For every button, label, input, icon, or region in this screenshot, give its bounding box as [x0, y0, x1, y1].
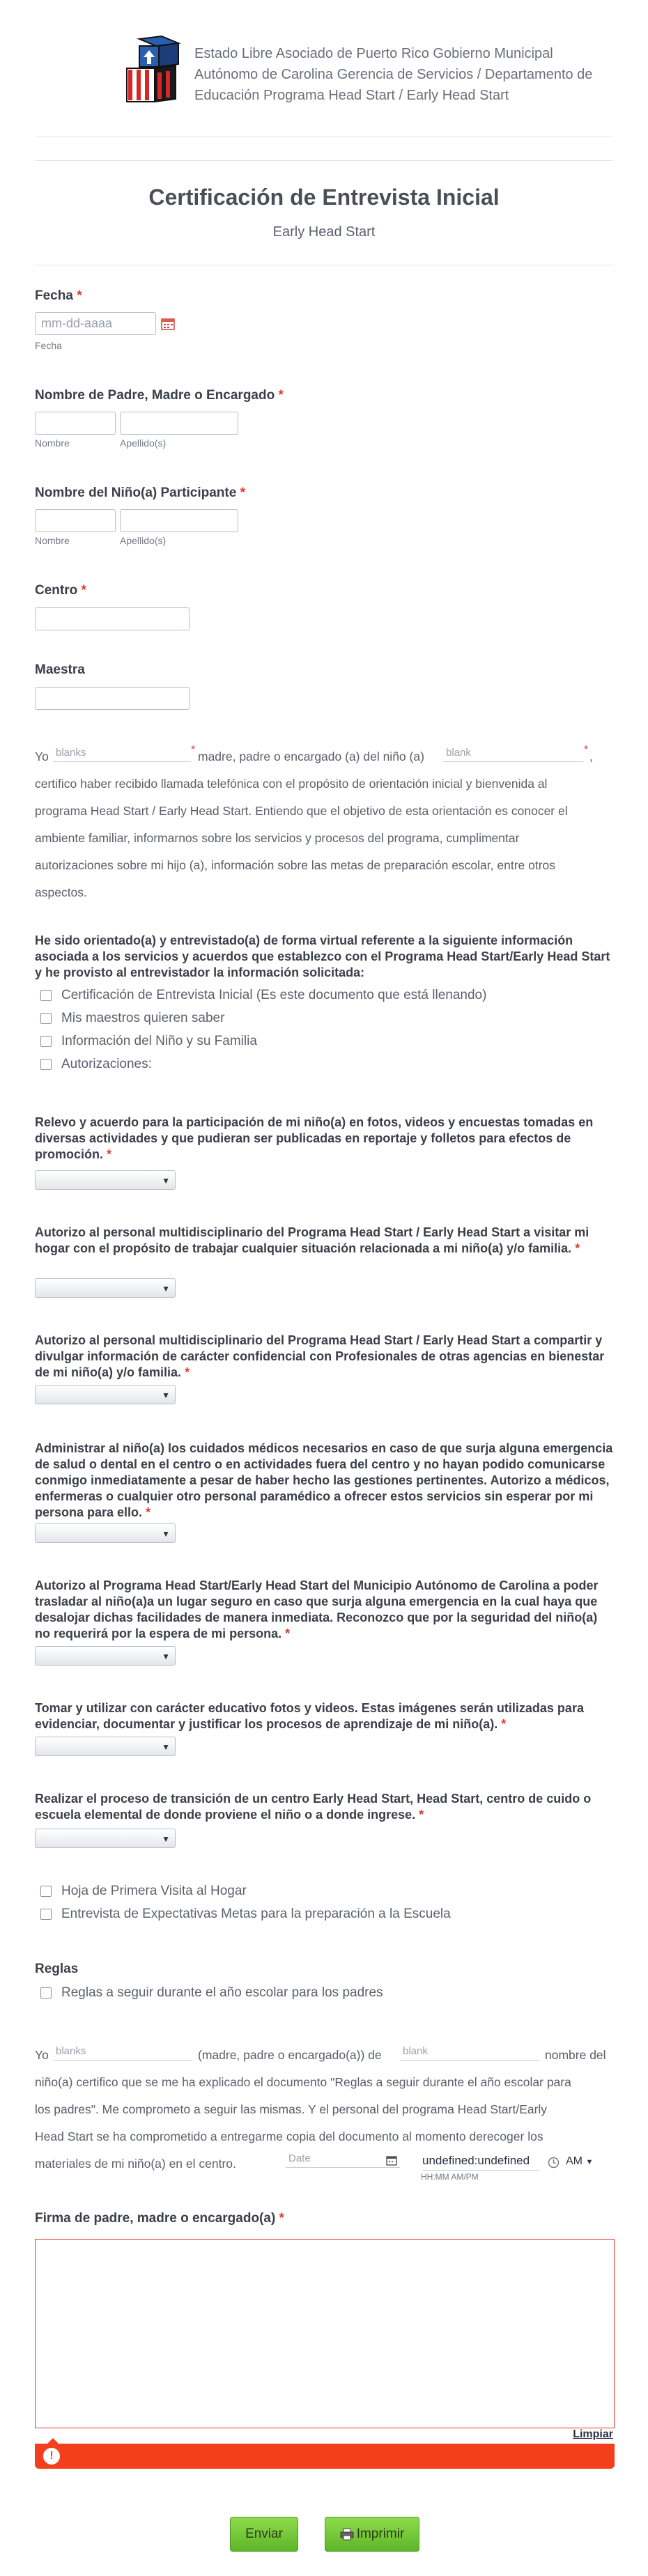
- error-message-bar: [35, 2444, 615, 2469]
- chevron-down-icon: ▼: [585, 2158, 594, 2166]
- q2-label: Autorizo al personal multidisciplinario del Programa Head Start / Early Head Start a visitar mi hogar con el propósito de trabajar cualquier situación relacionada a mi niño(a) y/o familia. *: [35, 1225, 589, 1255]
- orientado-text: He sido orientado(a) y entrevistado(a) de forma virtual referente a la siguiente información asociada a los servicios y acuerdos que establezco con el Programa Head Start/Early Head Start y he provisto al entrevistador la información solicitada:: [35, 933, 610, 979]
- q7-select[interactable]: [35, 1829, 176, 1848]
- cert-child-blank[interactable]: blank: [443, 747, 584, 762]
- reglas-child-blank[interactable]: blank: [400, 2045, 539, 2061]
- form-subtitle: Early Head Start: [272, 224, 376, 240]
- chevron-down-icon: ▼: [162, 1742, 170, 1752]
- checkbox[interactable]: [40, 1013, 52, 1024]
- cert-line-6: aspectos.: [35, 885, 87, 899]
- cert-child-required: *: [584, 744, 589, 756]
- checkbox[interactable]: [40, 1987, 52, 1999]
- nino-last-sublabel: Apellido(s): [120, 535, 167, 546]
- orientado-option-3[interactable]: [40, 1034, 257, 1049]
- print-button-label: Imprimir: [356, 2527, 405, 2541]
- checkbox[interactable]: [40, 1886, 52, 1897]
- padre-last-name-input[interactable]: [120, 412, 238, 435]
- chevron-down-icon: ▼: [162, 1834, 170, 1844]
- reglas-cert-line-3: los padres". Me comprometo a seguir las mismas. Y el personal del programa Head Start/Early: [35, 2102, 548, 2116]
- option-label: Información del Niño y su Familia: [61, 1034, 257, 1048]
- calendar-icon[interactable]: [161, 318, 175, 330]
- reglas-parent-blank[interactable]: blanks: [53, 2045, 192, 2061]
- orientado-option-4[interactable]: [40, 1057, 152, 1072]
- clear-signature-link[interactable]: Limpiar: [573, 2428, 613, 2440]
- checkbox[interactable]: [40, 1909, 52, 1920]
- padre-label: Nombre de Padre, Madre o Encargado *: [35, 388, 284, 403]
- organization-header: Estado Libre Asociado de Puerto Rico Gobierno Municipal Autónomo de Carolina Gerencia de Servicios / Departamento de Educación Programa Head Start / Early Head Start: [194, 46, 593, 103]
- option-label: Reglas a seguir durante el año escolar para los padres: [61, 1985, 383, 2000]
- ampm-select[interactable]: AM ▼: [566, 2155, 594, 2167]
- reglas-cert-line-4: Head Start se ha comprometido a entregarme copia del documento al momento derecoger los: [35, 2129, 543, 2143]
- reglas-cert-end: nombre del: [545, 2048, 606, 2062]
- orientado-option-1[interactable]: [40, 988, 486, 1003]
- chevron-down-icon: ▼: [162, 1529, 170, 1539]
- checkbox[interactable]: [40, 1059, 52, 1070]
- q7-label: Realizar el proceso de transición de un centro Early Head Start, Head Start, centro de cuido o escuela elemental de donde proviene el niño o a donde ingrese. *: [35, 1792, 592, 1822]
- q6-label: Tomar y utilizar con carácter educativo fotos y videos. Estas imágenes serán utilizadas para evidenciar, documentar y justificar los procesos de aprendizaje de mi niño(a). *: [35, 1701, 584, 1731]
- cert-parent-required: *: [191, 744, 196, 756]
- q5-label: Autorizo al Programa Head Start/Early Head Start del Municipio Autónomo de Carolina a poder trasladar al niño(a)a un lugar seguro en caso que surja alguna emergencia en la cual haya que desalojar dichas facilidades de manera inmediata. Reconozco que por la seguridad del niño(a) no requerirá por la espera de mi persona. *: [35, 1578, 599, 1640]
- padre-last-sublabel: Apellido(s): [120, 437, 167, 449]
- q1-select[interactable]: [35, 1170, 176, 1190]
- fecha-input[interactable]: mm-dd-aaaa: [35, 312, 156, 335]
- print-button[interactable]: [325, 2517, 419, 2552]
- option-label: Autorizaciones:: [61, 1057, 152, 1071]
- option-label: Certificación de Entrevista Inicial (Es este documento que está llenando): [61, 988, 487, 1002]
- chevron-down-icon: ▼: [162, 1652, 170, 1661]
- q2-select[interactable]: [35, 1278, 176, 1298]
- fecha-label: Fecha *: [35, 288, 82, 303]
- q6-select[interactable]: [35, 1737, 176, 1756]
- alert-icon: !: [43, 2448, 60, 2465]
- printer-icon: [340, 2528, 354, 2540]
- cert-line-5: autorizaciones sobre mi hijo (a), información sobre las metas de preparación escolar, entre otros: [35, 858, 556, 872]
- centro-input[interactable]: [35, 607, 190, 630]
- q3-select[interactable]: [35, 1385, 176, 1404]
- submit-button[interactable]: Enviar: [230, 2517, 298, 2552]
- clock-icon: [548, 2157, 560, 2168]
- chevron-down-icon: ▼: [162, 1284, 170, 1294]
- reglas-cert-line-5: materiales de mi niño(a) en el centro.: [35, 2157, 236, 2171]
- header-divider: [35, 136, 613, 137]
- padre-first-sublabel: Nombre: [35, 437, 70, 449]
- q5-select[interactable]: [35, 1646, 176, 1666]
- cert-parent-blank[interactable]: blanks: [53, 747, 191, 762]
- chevron-down-icon: ▼: [162, 1390, 170, 1400]
- signature-pad[interactable]: [35, 2239, 615, 2428]
- checkbox[interactable]: [40, 990, 52, 1001]
- reglas-time-input[interactable]: undefined:undefined: [422, 2154, 539, 2171]
- cert-yo: Yo: [35, 750, 49, 763]
- nino-last-name-input[interactable]: [120, 509, 238, 532]
- checkbox[interactable]: [40, 1036, 52, 1047]
- error-notch: [47, 2438, 59, 2444]
- firma-label: Firma de padre, madre o encargado(a) *: [35, 2211, 284, 2226]
- calendar-icon[interactable]: [386, 2155, 397, 2166]
- orientado-option-2[interactable]: [40, 1011, 224, 1026]
- head-start-logo: [124, 33, 181, 109]
- reglas-cert-mid: (madre, padre o encargado(a)) de: [198, 2048, 382, 2062]
- nino-label: Nombre del Niño(a) Participante *: [35, 486, 245, 500]
- reglas-cert-line-2: niño(a) certifico que se me ha explicado el documento "Reglas a seguir durante el año escolar para: [35, 2075, 571, 2089]
- option-label: Entrevista de Expectativas Metas para la preparación a la Escuela: [61, 1907, 451, 1921]
- cert-comma: ,: [589, 750, 593, 763]
- form-title: Certificación de Entrevista Inicial: [148, 185, 500, 210]
- q1-label: Relevo y acuerdo para la participación de mi niño(a) en fotos, videos y encuestas tomadas en diversas actividades y que pudieran ser publicadas en reportaje y folletos para efectos de promoción. *: [35, 1115, 594, 1161]
- maestra-input[interactable]: [35, 687, 190, 710]
- nino-first-sublabel: Nombre: [35, 535, 70, 546]
- centro-label: Centro *: [35, 583, 86, 598]
- cert-line-2: certifico haber recibido llamada telefónica con el propósito de orientación inicial y bienvenida al: [35, 777, 548, 791]
- q4-select[interactable]: [35, 1523, 176, 1543]
- option-label: Mis maestros quieren saber: [61, 1011, 225, 1025]
- reglas-date-input[interactable]: Date: [286, 2152, 400, 2168]
- q3-label: Autorizo al personal multidisciplinario del Programa Head Start / Early Head Start a compartir y divulgar información de carácter confidencial con Profesionales de otras agencias en bienestar de mi niño(a) y/o familia. *: [35, 1333, 605, 1379]
- time-sublabel: HH:MM AM/PM: [421, 2172, 479, 2182]
- reglas-label: Reglas: [35, 1962, 79, 1976]
- cert-mid: madre, padre o encargado (a) del niño (a): [198, 750, 424, 763]
- option-label: Hoja de Primera Visita al Hogar: [61, 1884, 247, 1898]
- cert-line-3: programa Head Start / Early Head Start. Entiendo que el objetivo de esta orientación es conocer el: [35, 804, 568, 818]
- cert-line-4: ambiente familiar, informarnos sobre los servicios y procesos del programa, cumplimentar: [35, 831, 520, 845]
- reglas-option[interactable]: [40, 1985, 383, 2001]
- hoja-visita-option[interactable]: [40, 1884, 247, 1899]
- entrevista-expectativas-option[interactable]: [40, 1907, 451, 1922]
- nino-first-name-input[interactable]: [35, 509, 116, 532]
- fecha-sublabel: Fecha: [35, 340, 62, 351]
- maestra-label: Maestra: [35, 662, 85, 677]
- padre-first-name-input[interactable]: [35, 412, 116, 435]
- header-divider-2: [35, 160, 613, 161]
- reglas-cert-yo: Yo: [35, 2048, 49, 2062]
- chevron-down-icon: ▼: [162, 1176, 170, 1186]
- q4-label: Administrar al niño(a) los cuidados médicos necesarios en caso de que surja alguna emergencia de salud o dental en el centro o en actividades fuera del centro y no hayan podido comunicarse conmigo inmediatamente a pesar de haber hecho las gestiones pertinentes. Autorizo a médicos, enfermeras o cualquier otro personal paramédico a ofrecer estos servicios sin esperar por mi persona para ello. *: [35, 1441, 613, 1519]
